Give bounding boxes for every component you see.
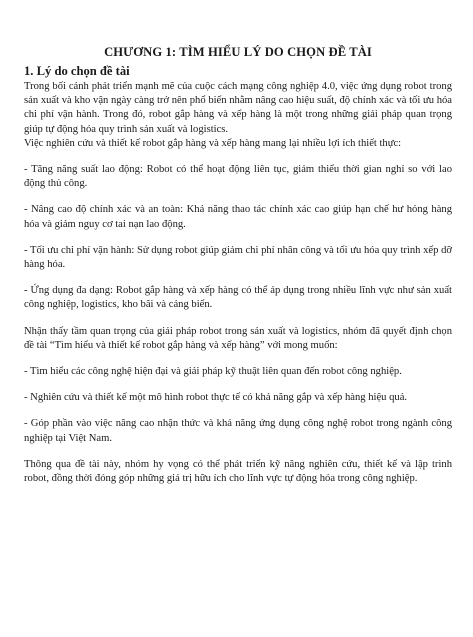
- benefit-item: - Ứng dụng đa dạng: Robot gắp hàng và xếp hàng có thể áp dụng trong nhiều lĩnh vực như sản xuất công nghiệp, logistics, kho bãi và cảng biển.: [24, 285, 452, 311]
- section-heading: 1. Lý do chọn đề tài: [24, 64, 130, 78]
- goal-item: - Tìm hiểu các công nghệ hiện đại và giải pháp kỹ thuật liên quan đến robot công nghiệp.: [24, 366, 402, 378]
- intro-paragraph: Trong bối cảnh phát triển mạnh mẽ của cuộc cách mạng công nghiệp 4.0, việc ứng dụng robot trong sản xuất và kho vận ngày càng trở nên phổ biến nhằm nâng cao hiệu suất, độ chính xác và tối ưu hóa chi phí vận hành. Trong đó, robot gắp hàng và xếp hàng là một trong những giải pháp quan trọng giúp tự động hóa quy trình sản xuất và logistics.: [24, 81, 452, 135]
- benefit-item: - Nâng cao độ chính xác và an toàn: Khả năng thao tác chính xác cao giúp hạn chế hư hỏng hàng hóa và giảm nguy cơ tai nạn lao động.: [24, 204, 452, 230]
- goal-item: - Góp phần vào việc nâng cao nhận thức và khả năng ứng dụng công nghệ robot trong ngành công nghiệp tại Việt Nam.: [24, 418, 452, 444]
- decision-paragraph: Nhận thấy tầm quan trọng của giải pháp robot trong sản xuất và logistics, nhóm đã quyết định chọn đề tài “Tìm hiểu và thiết kế robot gắp hàng và xếp hàng” với mong muốn:: [24, 325, 452, 351]
- goal-item: - Nghiên cứu và thiết kế một mô hình robot thực tế có khả năng gắp và xếp hàng hiệu quả.: [24, 392, 408, 404]
- benefits-lead-paragraph: Việc nghiên cứu và thiết kế robot gắp hàng và xếp hàng mang lại nhiều lợi ích thiết thực:: [24, 137, 402, 149]
- benefit-item: - Tối ưu chi phí vận hành: Sử dụng robot giúp giảm chi phí nhân công và tối ưu hóa quy trình xếp dỡ hàng hóa.: [24, 244, 452, 271]
- benefit-item: - Tăng năng suất lao động: Robot có thể hoạt động liên tục, giảm thiểu thời gian nghỉ so với lao động thủ công.: [24, 164, 452, 190]
- document-body: [24, 44, 452, 486]
- chapter-title: CHƯƠNG 1: TÌM HIỂU LÝ DO CHỌN ĐỀ TÀI: [104, 45, 372, 59]
- conclusion-paragraph: Thông qua đề tài này, nhóm hy vọng có thể phát triển kỹ năng nghiên cứu, thiết kế và lập trình robot, đồng thời đóng góp những giá trị hữu ích cho lĩnh vực tự động hóa trong công nghiệp.: [24, 458, 452, 485]
